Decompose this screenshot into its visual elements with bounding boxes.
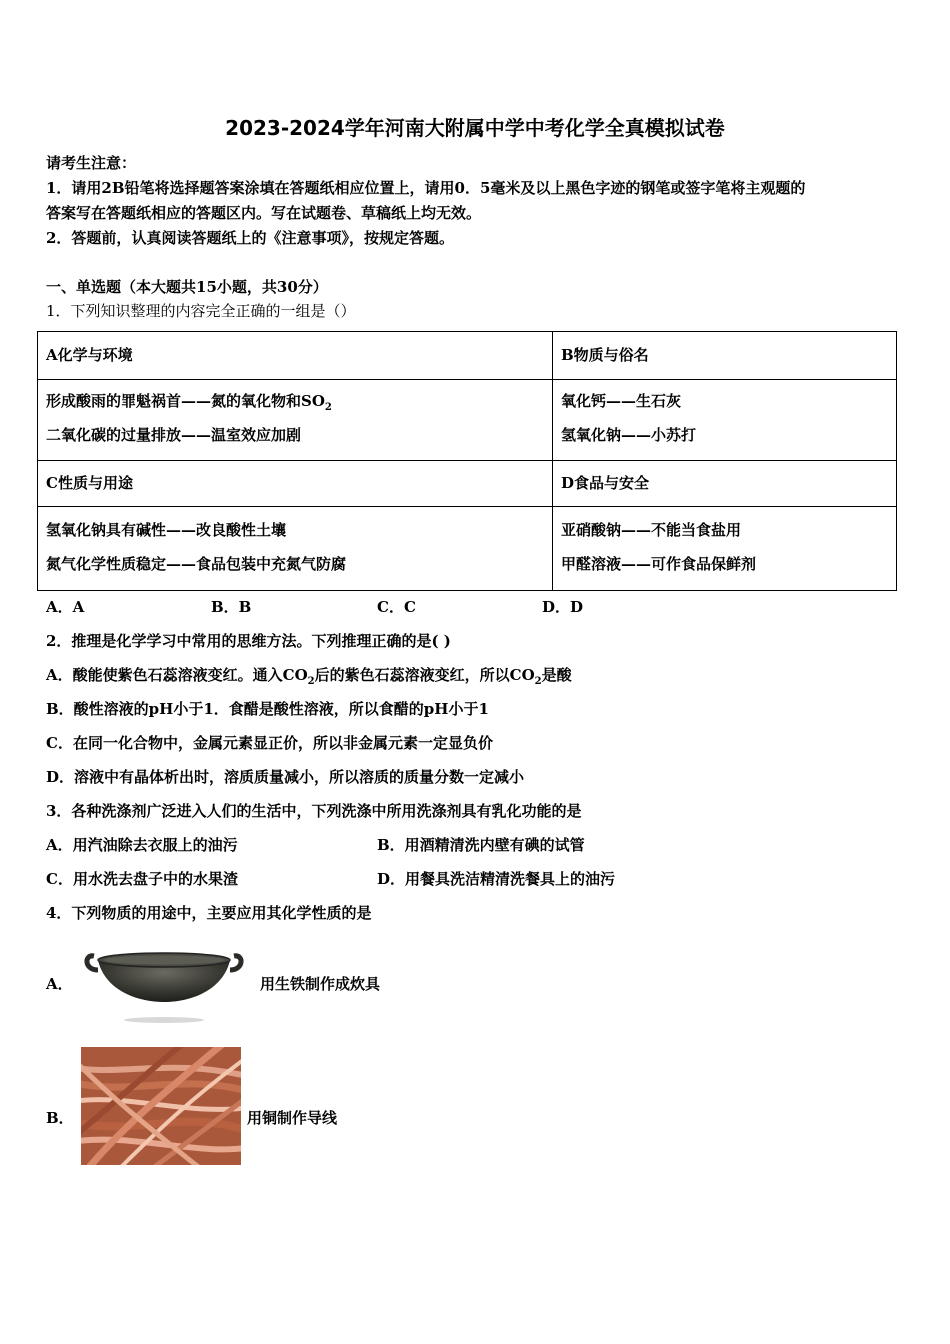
cell-b-line-1: 氧化钙——生石灰 (561, 392, 682, 410)
cell-a-head: A化学与环境 (46, 346, 133, 364)
notice-line-2: 答案写在答题纸相应的答题区内。写在试题卷、草稿纸上均无效。 (46, 204, 482, 222)
q4-option-a-text: 用生铁制作成炊具 (260, 975, 381, 993)
cell-a-line-2: 二氧化碳的过量排放——温室效应加剧 (46, 426, 302, 444)
wok-image (80, 944, 248, 1026)
cell-c-head: C性质与用途 (46, 474, 133, 492)
q1-stem: 1．下列知识整理的内容完全正确的一组是（） (46, 302, 356, 320)
table-divider (552, 332, 553, 590)
q3-option-c: C．用水洗去盘子中的水果渣 (46, 870, 238, 888)
q3-option-a: A．用汽油除去衣服上的油污 (46, 836, 238, 854)
q2-option-d: D．溶液中有晶体析出时，溶质质量减小，所以溶质的质量分数一定减小 (46, 768, 525, 786)
notice-line-1: 1．请用2B铅笔将选择题答案涂填在答题纸相应位置上，请用0．5毫米及以上黑色字迹的钢笔或签字笔将主观题的 (46, 179, 806, 197)
q2-option-c: C．在同一化合物中，金属元素显正价，所以非金属元素一定显负价 (46, 734, 493, 752)
q1-option-c: C．C (377, 598, 416, 616)
cell-c-line-2: 氮气化学性质稳定——食品包装中充氮气防腐 (46, 555, 347, 573)
q2-option-b: B．酸性溶液的pH小于1．食醋是酸性溶液，所以食醋的pH小于1 (46, 700, 489, 718)
cell-d-line-1: 亚硝酸钠——不能当食盐用 (561, 521, 742, 539)
table-divider (38, 379, 896, 380)
q4-option-b-label: B． (46, 1109, 74, 1127)
q2-option-a-part: A．酸能使紫色石蕊溶液变红。通入CO (46, 666, 308, 684)
q3-option-b: B．用酒精清洗内壁有碘的试管 (377, 836, 585, 854)
cell-c-line-1: 氢氧化钠具有碱性——改良酸性土壤 (46, 521, 287, 539)
cell-a-line-1 (46, 390, 332, 413)
subscript: 2 (307, 676, 315, 687)
q4-stem: 4．下列物质的用途中，主要应用其化学性质的是 (46, 904, 372, 922)
q3-option-d: D．用餐具洗洁精清洗餐具上的油污 (377, 870, 616, 888)
q2-option-a (46, 664, 572, 687)
q3-stem: 3．各种洗涤剂广泛进入人们的生活中，下列洗涤中所用洗涤剂具有乳化功能的是 (46, 802, 582, 820)
cell-a-line-1-text: 形成酸雨的罪魁祸首——氮的氧化物和SO (46, 392, 325, 410)
section-heading: 一、单选题（本大题共15小题，共30分） (46, 278, 328, 296)
q2-stem: 2．推理是化学学习中常用的思维方法。下列推理正确的是( ) (46, 632, 451, 650)
cell-b-line-2: 氢氧化钠——小苏打 (561, 426, 697, 444)
q1-option-a: A．A (46, 598, 85, 616)
page-title: 2023-2024学年河南大附属中学中考化学全真模拟试卷 (225, 116, 725, 140)
table-divider (38, 506, 896, 507)
cell-d-head: D食品与安全 (561, 474, 650, 492)
q1-option-d: D．D (542, 598, 584, 616)
q1-table (37, 331, 897, 591)
q2-option-a-part: 后的紫色石蕊溶液变红，所以CO (314, 666, 535, 684)
notice-line-3: 2．答题前，认真阅读答题纸上的《注意事项》，按规定答题。 (46, 229, 454, 247)
subscript: 2 (324, 402, 332, 413)
q2-option-a-part: 是酸 (541, 666, 572, 684)
subscript: 2 (534, 676, 542, 687)
cell-d-line-2: 甲醛溶液——可作食品保鲜剂 (561, 555, 757, 573)
q4-option-a-label: A． (46, 975, 73, 993)
notice-heading: 请考生注意： (46, 154, 137, 172)
table-divider (38, 460, 896, 461)
cell-b-head: B物质与俗名 (561, 346, 649, 364)
copper-wire-image (81, 1047, 241, 1165)
q4-option-b-text: 用铜制作导线 (247, 1109, 338, 1127)
q1-option-b: B．B (211, 598, 252, 616)
